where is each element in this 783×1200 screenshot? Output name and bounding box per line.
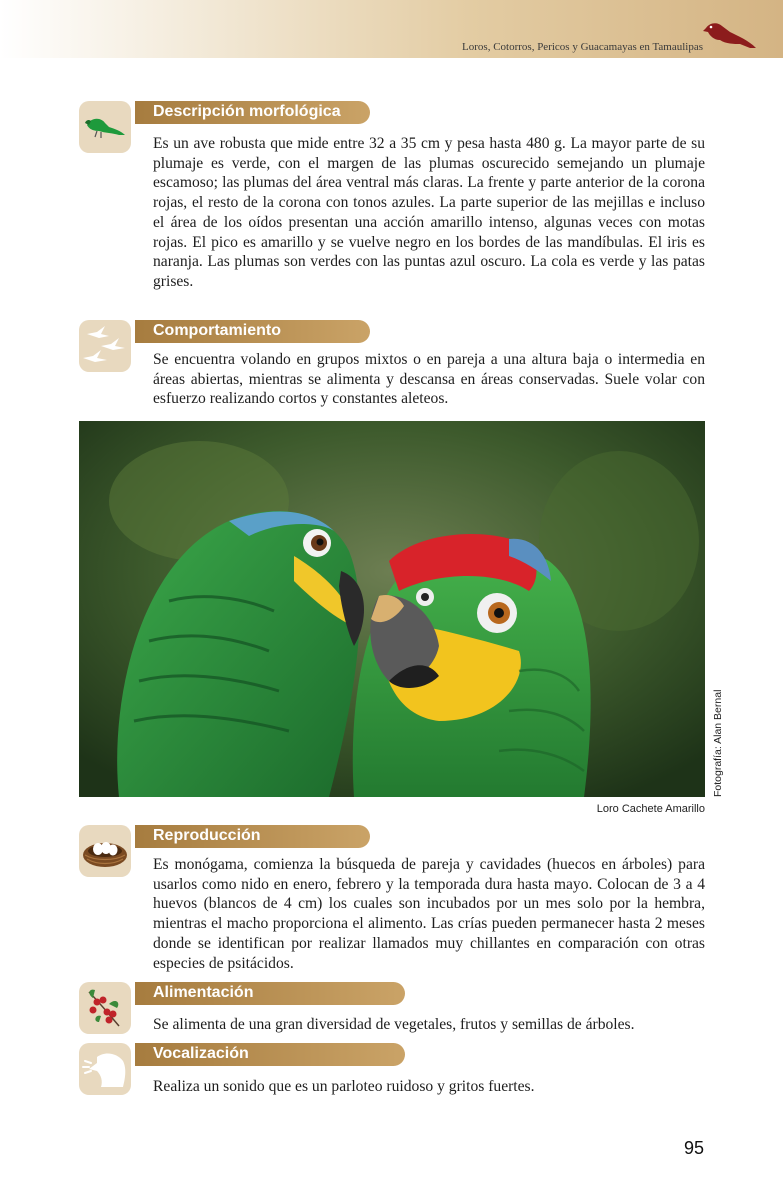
section-title-bar	[135, 825, 370, 848]
header-parrot-icon	[700, 18, 758, 54]
section-text: Se encuentra volando en grupos mixtos o en pareja a una altura baja o intermedia en áreas abiertas, mientras se alimenta y descansa en áreas conservadas. Suele volar con esfuerzo realizando cortos y constantes aleteos.	[153, 351, 705, 408]
nest-icon	[79, 825, 131, 877]
photo-caption: Loro Cachete Amarillo	[596, 803, 705, 815]
section-title: Vocalización	[153, 1045, 249, 1062]
berries-icon	[79, 982, 131, 1034]
section-text: Realiza un sonido que es un parloteo ruidoso y gritos fuertes.	[153, 1078, 535, 1095]
section-title: Alimentación	[153, 984, 254, 1001]
section-title-bar	[135, 982, 405, 1005]
section-text: Se alimenta de una gran diversidad de vegetales, frutos y semillas de árboles.	[153, 1016, 635, 1033]
section-title: Reproducción	[153, 827, 261, 844]
page-number: 95	[684, 1138, 705, 1158]
parrot-photo	[79, 421, 705, 797]
flying-birds-icon	[79, 320, 131, 372]
section-title: Comportamiento	[153, 322, 281, 339]
bird-call-icon	[79, 1043, 131, 1095]
section-title: Descripción morfológica	[153, 103, 341, 120]
section-title-bar	[135, 101, 370, 124]
parrot-icon	[79, 101, 131, 153]
section-title-bar	[135, 320, 370, 343]
section-title-bar	[135, 1043, 405, 1066]
photo-credit: Fotografía: Alan Bernal	[712, 689, 724, 797]
running-header-title: Loros, Cotorros, Pericos y Guacamayas en Tamaulipas	[462, 41, 703, 53]
section-text: Es un ave robusta que mide entre 32 a 35 cm y pesa hasta 480 g. La mayor parte de su plumaje es verde, con el margen de las plumas oscurecido semejando un plumaje escamoso; las plumas del área ventral más claras. La frente y parte anterior de la corona rojas, el resto de la corona con tonos azules. La parte superior de las mejillas e incluso el área de los oídos presentan una acción amarillo intenso, algunas veces con motas rojas. El pico es amarillo y se vuelve negro en los bordes de las mandíbulas. El iris es naranja. Las plumas son verdes con las puntas azul oscuro. La cola es verde y las patas grises.	[153, 135, 705, 290]
section-text: Es monógama, comienza la búsqueda de pareja y cavidades (huecos en árboles) para usarlos como nido en enero, febrero y la temporada dura hasta mayo. Colocan de 3 a 4 huevos (blancos de 4 cm) los cuales son incubados por un mes solo por la hembra, mientras el macho proporciona el alimento. Las crías pueden permanecer hasta 2 meses donde se identifican por realizar llamados muy chillantes en comparación con otras especies de psitácidos.	[153, 856, 705, 972]
